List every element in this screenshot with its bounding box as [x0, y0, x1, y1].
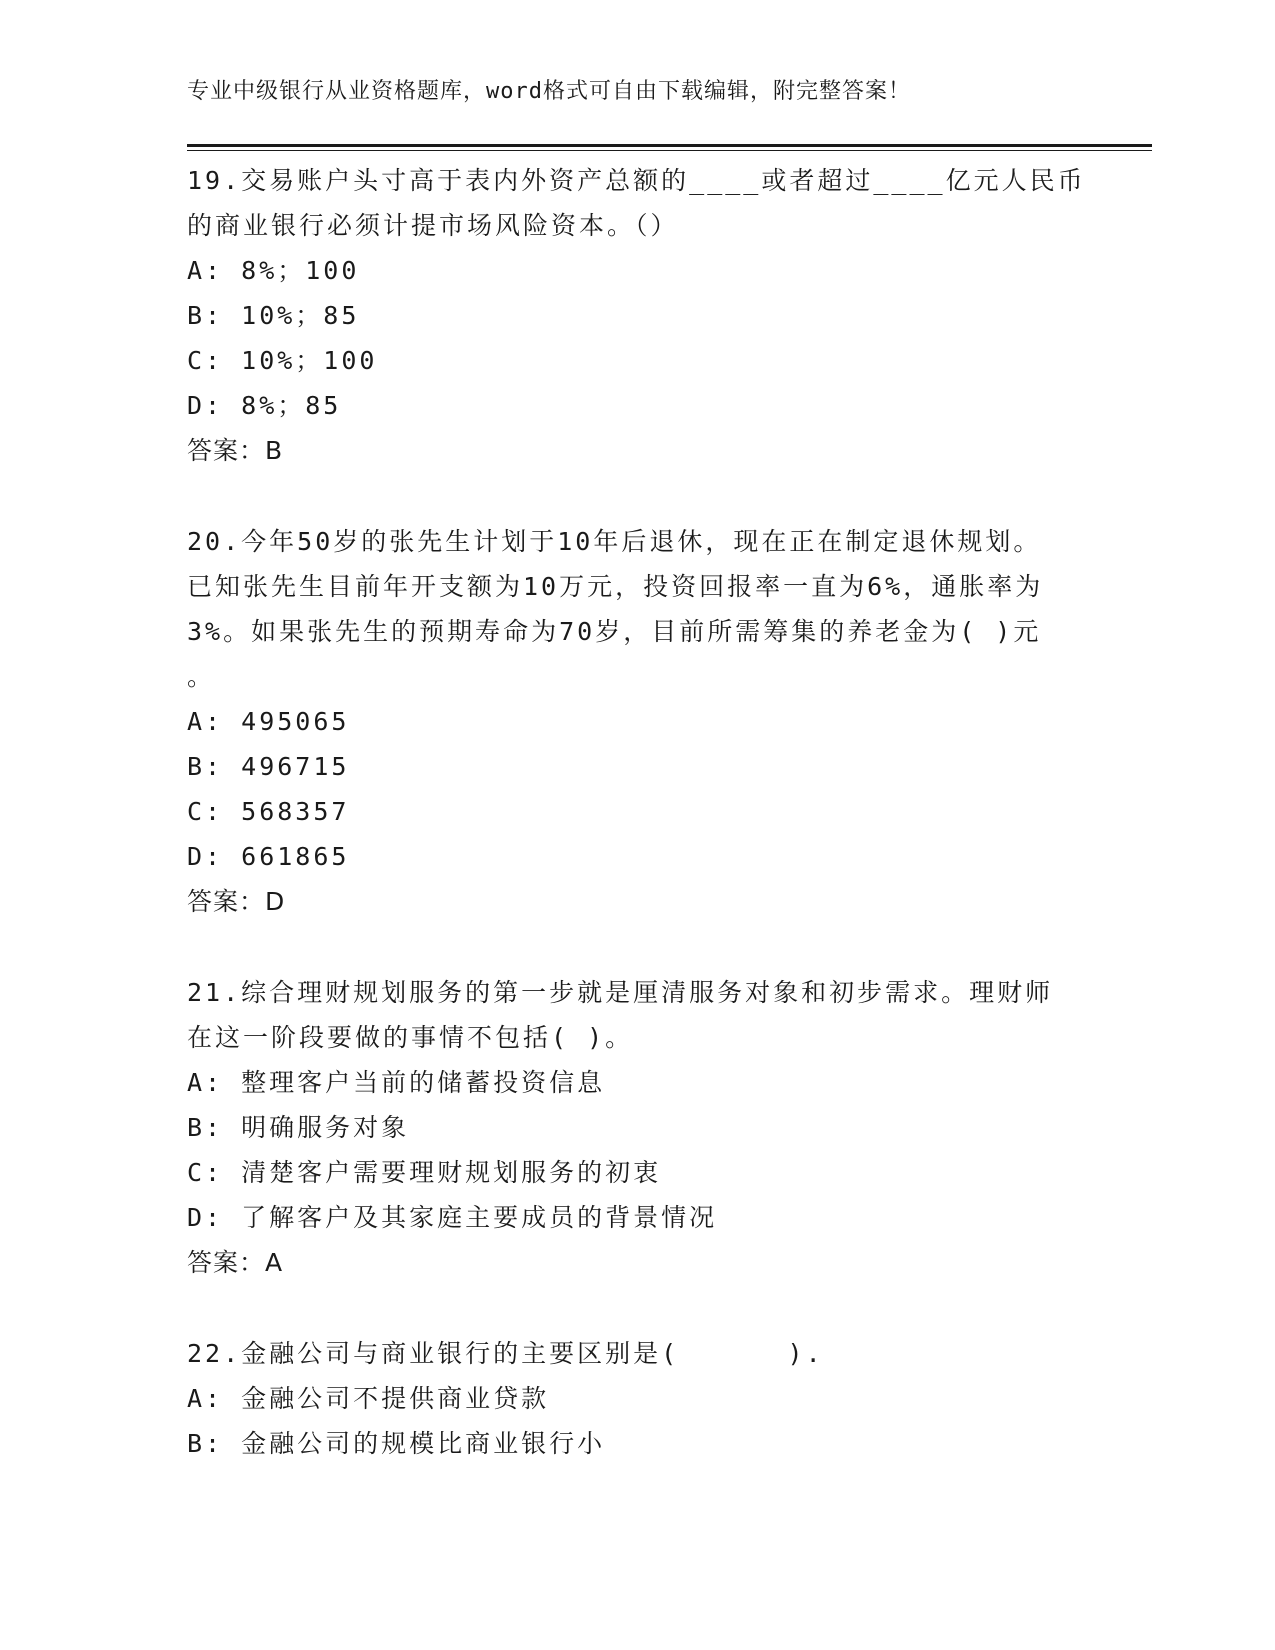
option-b: B: 10%；85 — [187, 301, 360, 330]
answer-label: 答案：D — [187, 887, 286, 916]
header-rule-thin — [187, 150, 1152, 151]
question-21 — [187, 970, 1087, 1285]
answer-label: 答案：B — [187, 436, 284, 465]
question-text-line: 22.金融公司与商业银行的主要区别是( ). — [187, 1339, 824, 1368]
option-c: C: 10%；100 — [187, 346, 378, 375]
question-text-line: 19.交易账户头寸高于表内外资产总额的____或者超过____亿元人民币 — [187, 166, 1086, 195]
question-text-line: 20.今年50岁的张先生计划于10年后退休，现在正在制定退休规划。 — [187, 527, 1042, 556]
option-d: D: 了解客户及其家庭主要成员的背景情况 — [187, 1203, 718, 1232]
option-c: C: 清楚客户需要理财规划服务的初衷 — [187, 1158, 662, 1187]
question-text-line: 3%。如果张先生的预期寿命为70岁，目前所需筹集的养老金为( )元 — [187, 617, 1042, 646]
question-text-line: 已知张先生目前年开支额为10万元，投资回报率一直为6%，通胀率为 — [187, 572, 1044, 601]
question-19 — [187, 158, 1087, 473]
option-a: A: 整理客户当前的储蓄投资信息 — [187, 1068, 606, 1097]
page-header: 专业中级银行从业资格题库，word格式可自由下载编辑，附完整答案！ — [187, 79, 911, 104]
option-a: A: 8%；100 — [187, 256, 360, 285]
option-a: A: 495065 — [187, 707, 350, 736]
question-list — [187, 158, 1087, 1512]
question-20 — [187, 519, 1087, 924]
option-d: D: 8%；85 — [187, 391, 342, 420]
question-text-line: 21.综合理财规划服务的第一步就是厘清服务对象和初步需求。理财师 — [187, 978, 1054, 1007]
option-a: A: 金融公司不提供商业贷款 — [187, 1384, 550, 1413]
option-b: B: 明确服务对象 — [187, 1113, 410, 1142]
option-b: B: 496715 — [187, 752, 350, 781]
header-rule-thick — [187, 144, 1152, 147]
question-text-line: 的商业银行必须计提市场风险资本。（） — [187, 211, 679, 240]
question-text-line: 在这一阶段要做的事情不包括( )。 — [187, 1023, 634, 1052]
option-d: D: 661865 — [187, 842, 350, 871]
option-c: C: 568357 — [187, 797, 350, 826]
option-b: B: 金融公司的规模比商业银行小 — [187, 1429, 606, 1458]
answer-label: 答案：A — [187, 1248, 284, 1277]
question-22 — [187, 1331, 1087, 1466]
question-text-line: 。 — [187, 662, 216, 691]
